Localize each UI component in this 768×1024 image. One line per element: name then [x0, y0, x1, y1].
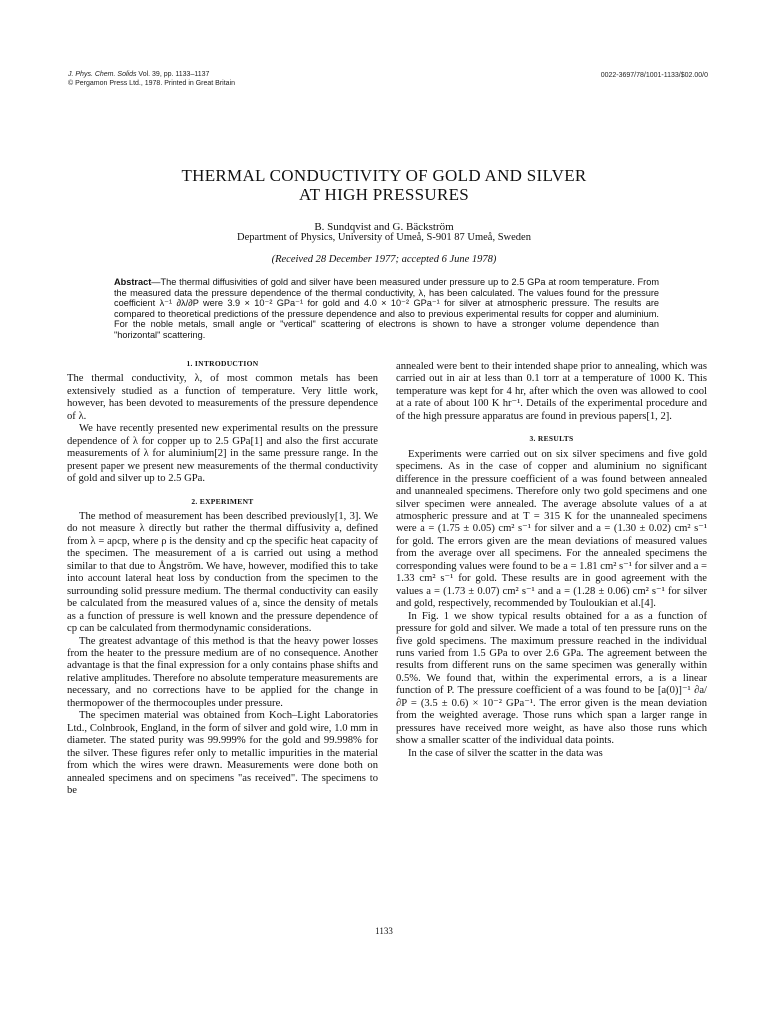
abstract-text: —The thermal diffusivities of gold and silver have been measured under pressure up to 2.5 GPa at room temperature. From the measured data the pressure dependence of the thermal conductivity, λ, has been calculated. The values found for the pressure coefficient λ⁻¹ ∂λ/∂P were 3.9 × 10⁻² GPa⁻¹ for gold and 4.0 × 10⁻² GPa⁻¹ for silver at atmospheric pressure. The results are compared to theoretical predictions of the pressure dependence and also to previous experimental results for copper and aluminium. For the noble metals, small angle or "vertical" scattering of electrons is shown to have a stronger volume dependence than "horizontal" scattering. [114, 277, 659, 340]
received-dates: (Received 28 December 1977; accepted 6 June 1978) [271, 254, 497, 265]
paragraph: In the case of silver the scatter in the data was [408, 747, 603, 759]
authors: B. Sundqvist and G. Bäckström [314, 221, 454, 233]
paragraph: The specimen material was obtained from Koch–Light Laboratories Ltd., Colnbrook, England, in the form of silver and gold wire, 1.0 mm in diameter. The stated purity was 99.999% for the gold and 99.998% for the silver. These figures refer only to metallic impurities in the material from which the wires were drawn. Measurements were done both on annealed specimens and on specimens "as received". The specimens to be [67, 710, 378, 796]
paragraph: Experiments were carried out on six silver specimens and five gold specimens. As in the case of copper and aluminium no significant difference in the pressure coefficient of a was found between annealed and unannealed specimens. Therefore only two gold specimens and one silver specimen were annealed. The average absolute values of a at atmospheric pressure and at T = 315 K for the unannealed specimens were a = (1.75 ± 0.05) cm² s⁻¹ for silver and a = (1.30 ± 0.02) cm² s⁻¹ for gold. The errors given are the mean deviations of measured values from the average over all specimens. For the annealed specimens the corresponding values were found to be a = 1.81 cm² s⁻¹ for silver and a = 1.33 cm² s⁻¹ for gold. These results are in good agreement with the values a = (1.73 ± 0.07) cm² s⁻¹ and a = (1.28 ± 0.06) cm² s⁻¹ for silver and gold, respectively, recommended by Touloukian et al.[4]. [396, 448, 708, 610]
abstract [114, 277, 659, 341]
article-code: 0022-3697/78/1001-1133/$02.00/0 [600, 72, 708, 79]
title-line-2: AT HIGH PRESSURES [298, 185, 470, 204]
abstract-label: Abstract [114, 277, 152, 287]
paragraph: annealed were bent to their intended shape prior to annealing, which was carried out in air at less than 0.1 torr at a temperature of 1000 K. This temperature was kept for 4 hr, after which the oven was allowed to cool at a rate of about 100 K hr⁻¹. Details of the experimental procedure and of the high pressure apparatus are found in previous papers[1, 2]. [396, 361, 707, 422]
left-column [67, 358, 378, 797]
affiliation: Department of Physics, University of Umeå, S-901 87 Umeå, Sweden [237, 232, 531, 243]
paragraph: In Fig. 1 we show typical results obtained for a as a function of pressure for gold and silver. We made a total of ten pressure runs on the five gold specimens. The maximum pressure reached in the individual runs varied from 1.5 GPa to over 2.6 GPa. The agreement between the results from different runs on the same specimen was generally within 0.5%. We found that, within the experimental errors, a is a linear function of P. The pressure coefficient of a was found to be [a(0)]⁻¹ ∂a/∂P = (3.5 ± 0.6) × 10⁻² GPa⁻¹. The error given is the mean deviation from the weighted average. Those runs which span a larger range in pressures have received more weight, as have also those runs which show a smaller scatter of the individual data points. [396, 610, 707, 747]
page-number: 1133 [375, 926, 393, 936]
section-heading-results: 3. RESULTS [529, 434, 574, 444]
paragraph: The method of measurement has been described previously[1, 3]. We do not measure λ directly but rather the thermal diffusivity a, defined from λ = aρcp, where ρ is the density and cp the specific heat capacity of the specimen. The measurement of a is carried out using a method similar to that due to Ångström. We have, however, modified this to take into account lateral heat loss by conduction from the specimen to the surrounding solid pressure medium. The thermal conductivity can easily be calculated from the measured values of a, since the density of metals as a function of pressure is well known and the pressure dependence of cp can be calculated from thermodynamic considerations. [67, 510, 378, 635]
section-heading-introduction: 1. INTRODUCTION [186, 359, 259, 368]
journal-name: J. Phys. Chem. Solids [68, 71, 137, 78]
paper-title [0, 166, 768, 204]
section-heading-experiment: 2. EXPERIMENT [191, 496, 254, 506]
title-line-1: THERMAL CONDUCTIVITY OF GOLD AND SILVER [181, 166, 587, 185]
journal-volume: Vol. 39, pp. 1133–1137 [138, 71, 210, 78]
right-column [396, 361, 707, 760]
publisher-line: © Pergamon Press Ltd., 1978. Printed in Great Britain [68, 80, 236, 87]
paragraph: The greatest advantage of this method is that the heavy power losses from the heater to the pressure medium are of no consequence. Another advantage is that the final expression for a only contains phase shifts and relative amplitudes. Therefore no absolute temperature measurements are necessary, and no corrections have to be applied for the change in thermopower of the thermocouples under pressure. [67, 635, 379, 709]
paragraph: We have recently presented new experimental results on the pressure dependence of λ for copper up to 2.5 GPa[1] and also the first accurate measurements of λ for aluminium[2] in the same pressure range. In the present paper we present new measurements of the thermal conductivity of gold and silver up to 2.5 GPa. [67, 423, 378, 485]
journal-citation [68, 70, 235, 88]
paragraph: The thermal conductivity, λ, of most common metals has been extensively studied as a function of temperature. Very little work, however, has been devoted to measurements of the pressure dependence of λ. [67, 373, 378, 422]
